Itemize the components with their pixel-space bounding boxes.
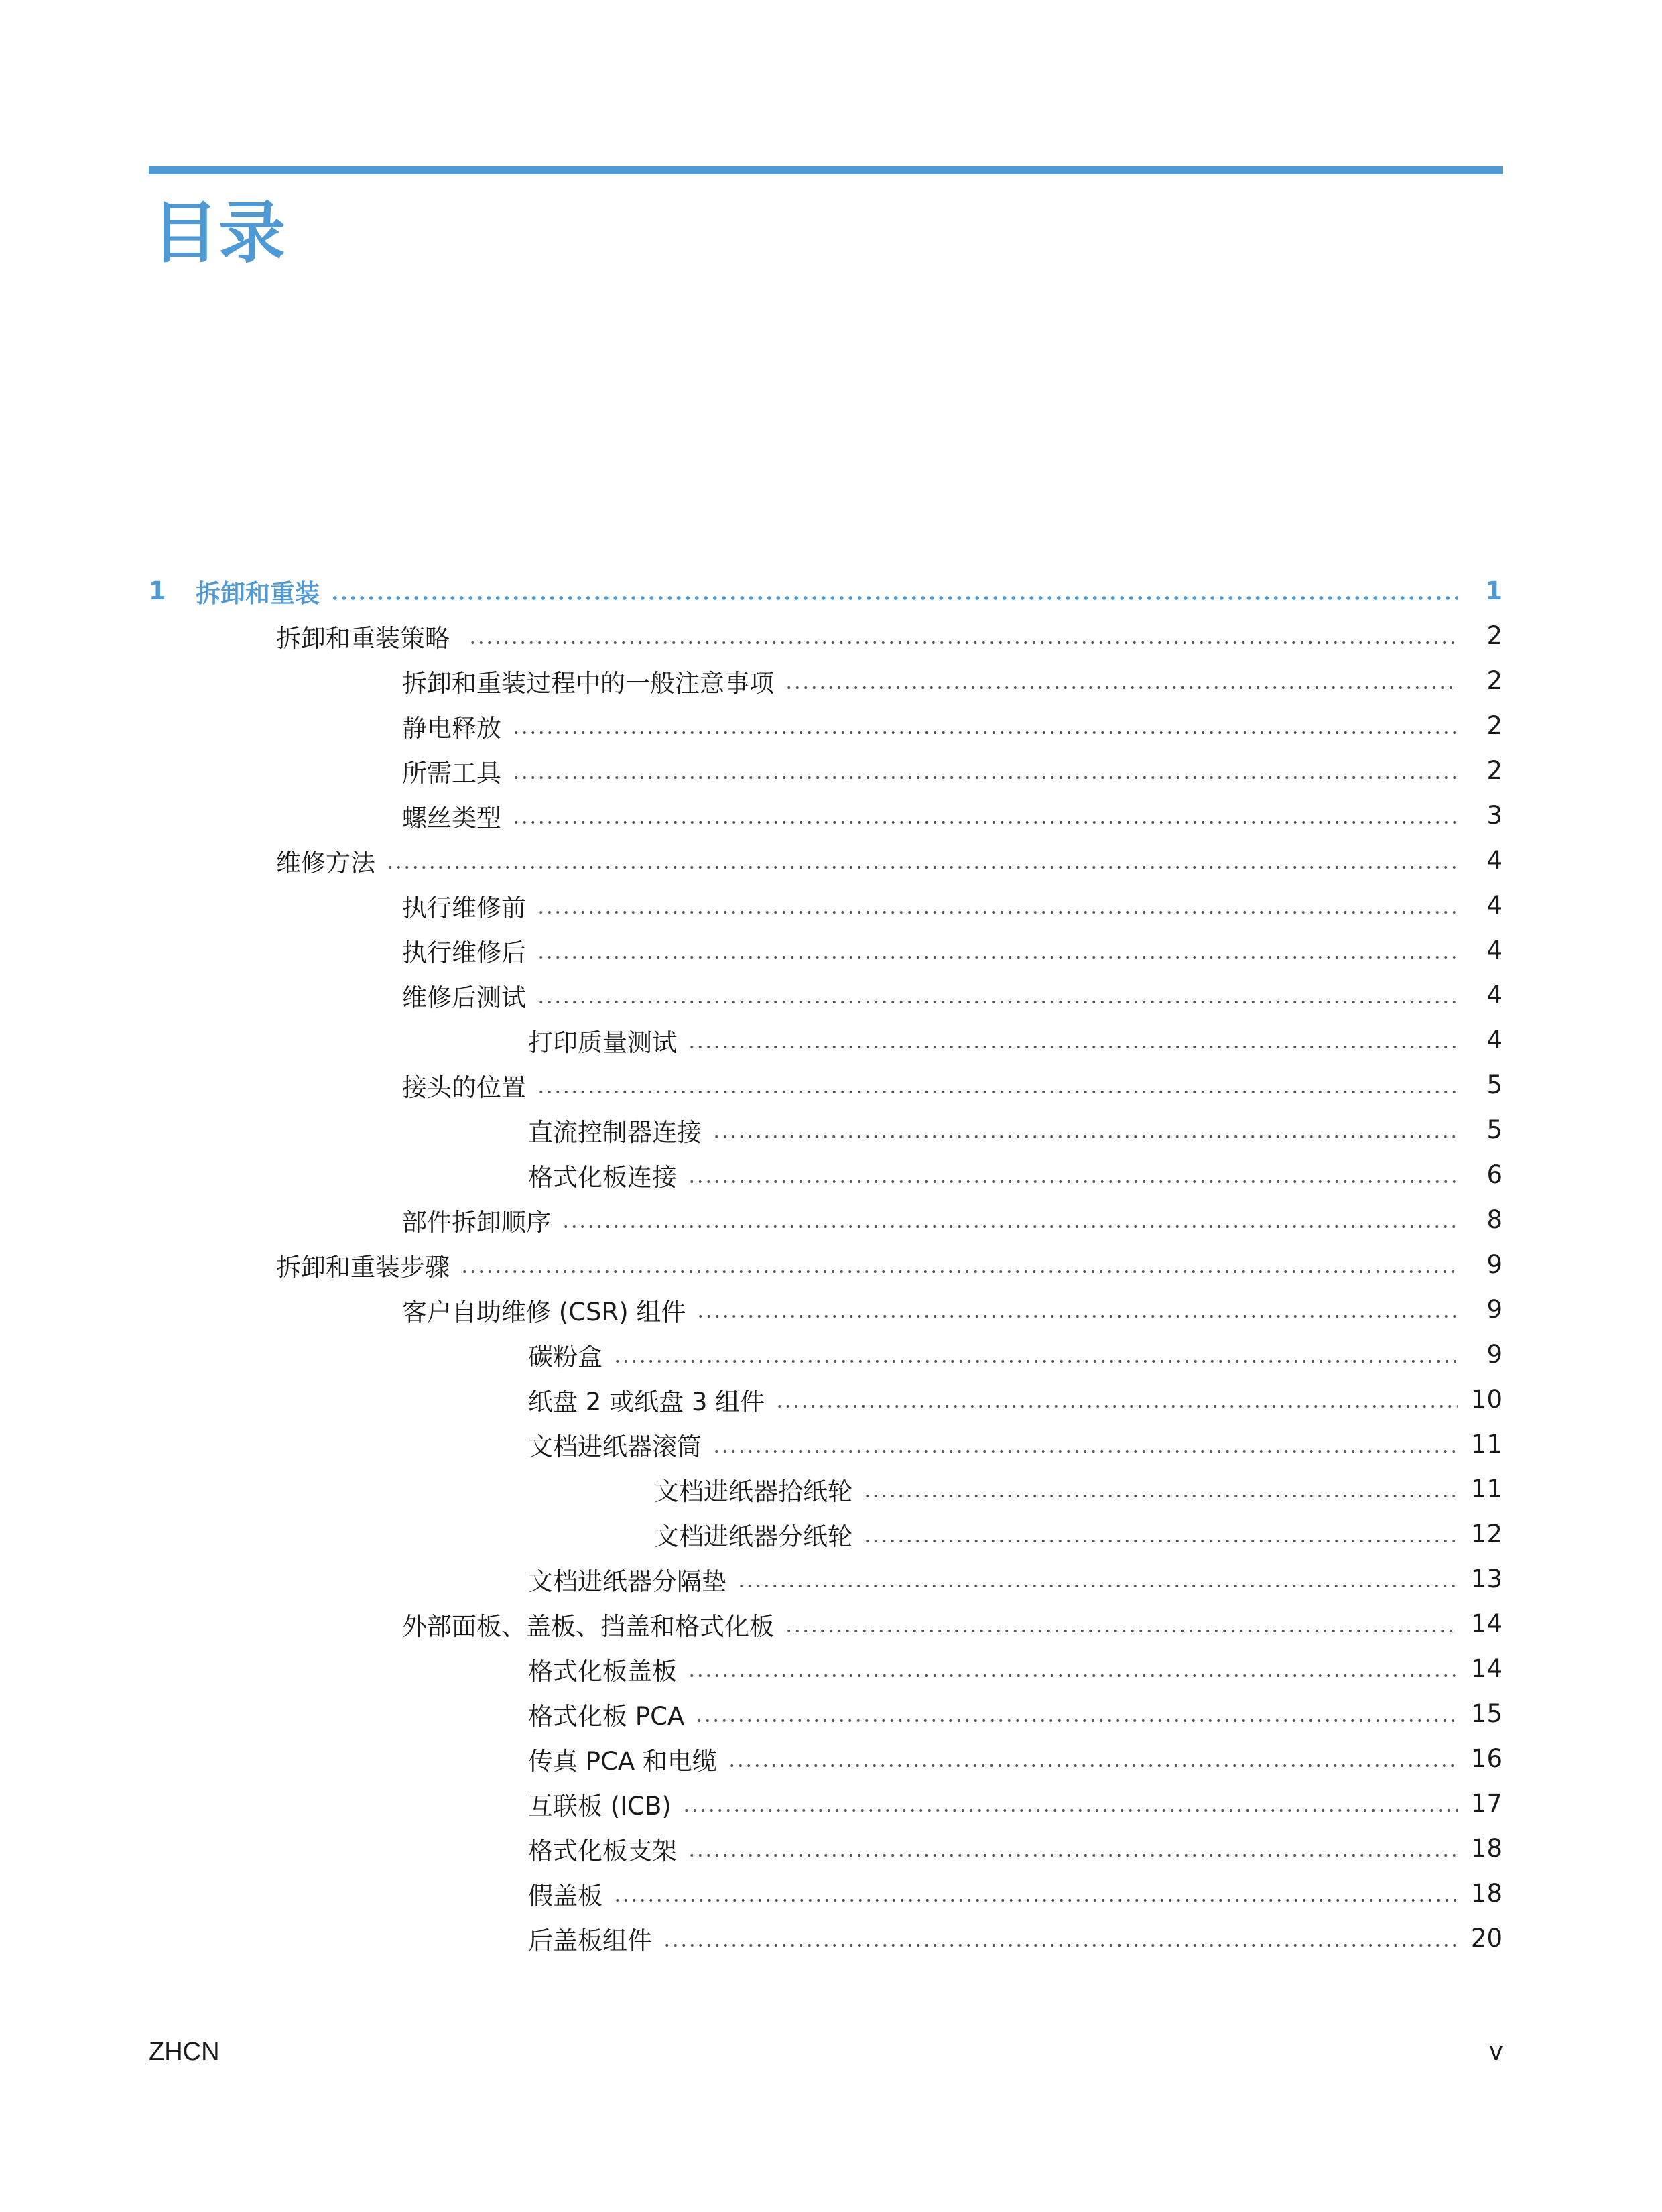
toc-entry[interactable] [149,1512,1503,1556]
toc-page-number: 1 [1485,576,1503,605]
toc-page-number: 12 [1470,1520,1503,1548]
toc-dot-leader [712,1135,1458,1138]
toc-entry[interactable] [149,1242,1503,1287]
toc-entry[interactable] [149,883,1503,928]
footer-page-number: v [1490,2038,1503,2066]
toc-entry-label: 外部面板、盖板、挡盖和格式化板 [402,1611,774,1641]
toc-page-number: 10 [1470,1385,1503,1414]
toc-page-number: 2 [1486,711,1503,740]
toc-dot-leader [737,1585,1458,1587]
toc-entry-label: 假盖板 [528,1881,602,1910]
toc-dot-leader [460,1270,1458,1273]
toc-entry[interactable] [149,748,1503,793]
toc-page-number: 8 [1486,1205,1503,1234]
toc-entry[interactable] [149,703,1503,748]
toc-entry[interactable] [149,1422,1503,1467]
toc-entry-label: 维修方法 [276,848,375,877]
toc-entry[interactable] [149,1467,1503,1512]
toc-dot-leader [512,776,1458,779]
toc-page-number: 15 [1470,1699,1503,1728]
toc-entry[interactable] [149,1332,1503,1377]
toc-entry[interactable] [149,838,1503,883]
toc-dot-leader [663,1944,1458,1947]
toc-page-number: 6 [1486,1160,1503,1189]
toc-dot-leader [613,1899,1458,1902]
toc-entry-label: 静电释放 [402,713,501,743]
toc-dot-leader [512,731,1458,734]
toc-page-number: 4 [1486,936,1503,965]
toc-dot-leader [688,1674,1458,1677]
toc-page-number: 2 [1486,756,1503,785]
toc-entry-label: 格式化板盖板 [528,1656,677,1686]
toc-dot-leader [562,1225,1458,1228]
toc-page-number: 14 [1470,1609,1503,1638]
toc-entry[interactable] [149,1377,1503,1422]
toc-page-number: 9 [1486,1295,1503,1324]
table-of-contents [149,568,1503,1961]
toc-page-number: 9 [1486,1250,1503,1279]
toc-page-number: 16 [1470,1744,1503,1773]
toc-dot-leader [863,1540,1458,1542]
toc-dot-leader [386,866,1458,869]
toc-page-number: 18 [1470,1879,1503,1908]
toc-page-number: 3 [1486,801,1503,830]
toc-dot-leader [712,1450,1458,1453]
toc-entry-label: 文档进纸器分纸轮 [654,1522,852,1551]
toc-entry-label: 格式化板支架 [528,1836,677,1865]
toc-entry[interactable] [149,1736,1503,1781]
toc-page-number: 9 [1486,1340,1503,1369]
toc-dot-leader [863,1495,1458,1497]
toc-page-number: 14 [1470,1654,1503,1683]
toc-page-number: 5 [1486,1115,1503,1144]
toc-entry[interactable] [149,1062,1503,1107]
toc-page-number: 4 [1486,891,1503,920]
toc-entry[interactable] [149,568,1503,613]
toc-entry[interactable] [149,1287,1503,1332]
toc-page-number: 20 [1470,1924,1503,1953]
toc-entry-label: 纸盘 2 或纸盘 3 组件 [528,1387,765,1416]
toc-dot-leader [728,1764,1458,1767]
toc-dot-leader [688,1180,1458,1183]
toc-entry-label: 接头的位置 [402,1072,526,1102]
toc-entry-label: 直流控制器连接 [528,1117,702,1147]
toc-entry[interactable] [149,1646,1503,1691]
toc-entry-label: 部件拆卸顺序 [402,1207,551,1237]
page-title: 目录 [151,194,285,272]
toc-page-number: 11 [1470,1430,1503,1459]
toc-entry-label: 后盖板组件 [528,1926,652,1955]
toc-entry-label: 文档进纸器分隔垫 [528,1566,726,1596]
toc-entry[interactable] [149,1826,1503,1871]
toc-page-number: 5 [1486,1070,1503,1099]
toc-page-number: 13 [1470,1564,1503,1593]
toc-page-number: 4 [1486,846,1503,875]
toc-dot-leader [682,1809,1458,1812]
toc-dot-leader [688,1046,1458,1048]
toc-dot-leader [785,1630,1458,1632]
toc-entry-label: 文档进纸器拾纸轮 [654,1477,852,1506]
toc-entry-label: 执行维修后 [402,938,526,967]
toc-entry-label: 所需工具 [402,758,501,788]
toc-dot-leader [785,686,1458,689]
toc-dot-leader [330,596,1458,600]
toc-entry[interactable] [149,1691,1503,1736]
toc-page-number: 2 [1486,666,1503,695]
toc-entry[interactable] [149,1152,1503,1197]
toc-entry-label: 格式化板连接 [528,1162,677,1192]
toc-page-number: 11 [1470,1475,1503,1503]
toc-entry[interactable] [149,1781,1503,1826]
toc-entry[interactable] [149,613,1503,658]
toc-dot-leader [468,641,1458,644]
toc-dot-leader [512,821,1458,824]
toc-entry-label: 执行维修前 [402,893,526,922]
toc-dot-leader [775,1405,1458,1408]
toc-entry[interactable] [149,1871,1503,1916]
toc-entry-label: 维修后测试 [402,983,526,1012]
toc-dot-leader [537,911,1458,914]
toc-entry-label: 互联板 (ICB) [528,1791,672,1821]
toc-entry[interactable] [149,1197,1503,1242]
toc-entry-label: 拆卸和重装步骤 [276,1252,450,1282]
toc-page-number: 4 [1486,1026,1503,1054]
toc-dot-leader [613,1360,1458,1363]
toc-entry-label: 拆卸和重装策略 [276,623,458,653]
toc-entry[interactable] [149,1018,1503,1062]
toc-entry[interactable] [149,658,1503,703]
toc-entry-label: 格式化板 PCA [528,1701,685,1731]
toc-entry[interactable] [149,1107,1503,1152]
toc-dot-leader [537,1091,1458,1093]
toc-entry-label: 打印质量测试 [528,1028,677,1057]
toc-dot-leader [537,1001,1458,1003]
toc-entry[interactable] [149,1601,1503,1646]
toc-entry-label: 螺丝类型 [402,803,501,833]
toc-entry-label: 拆卸和重装 [196,578,320,608]
toc-page-number: 18 [1470,1834,1503,1863]
title-rule [149,166,1503,174]
toc-dot-leader [696,1315,1458,1318]
footer-language-code: ZHCN [149,2038,220,2066]
toc-page-number: 2 [1486,621,1503,650]
toc-dot-leader [688,1854,1458,1857]
toc-page-number: 4 [1486,981,1503,1009]
toc-entry[interactable] [149,928,1503,973]
toc-entry-label: 传真 PCA 和电缆 [528,1746,717,1776]
toc-entry-label: 客户自助维修 (CSR) 组件 [402,1297,686,1327]
toc-page-number: 17 [1470,1789,1503,1818]
toc-entry-label: 文档进纸器滚筒 [528,1432,702,1461]
toc-entry[interactable] [149,1916,1503,1961]
toc-dot-leader [695,1719,1458,1722]
toc-entry[interactable] [149,793,1503,838]
toc-entry-label: 拆卸和重装过程中的一般注意事项 [402,668,774,698]
toc-entry-label: 碳粉盒 [528,1342,602,1371]
toc-entry[interactable] [149,973,1503,1018]
toc-chapter-number: 1 [149,576,166,605]
toc-dot-leader [537,956,1458,959]
toc-entry[interactable] [149,1556,1503,1601]
